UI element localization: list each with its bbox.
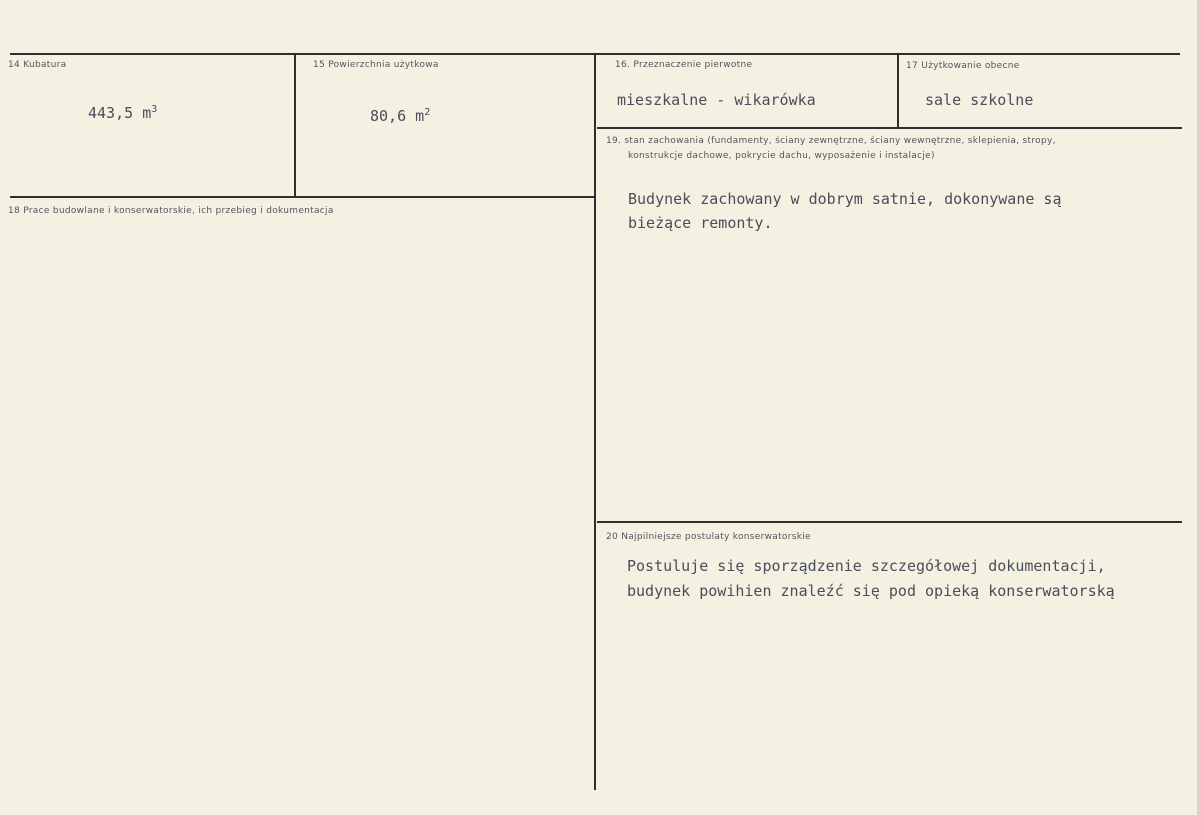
rule-before-field20 <box>597 521 1182 523</box>
field-19-label-line1: 19. stan zachowania (fundamenty, ściany zewnętrzne, ściany wewnętrzne, sklepienia, stropy, <box>606 136 1056 146</box>
field-19-text-line1: Budynek zachowany w dobrym satnie, dokonywane są <box>628 190 1062 208</box>
field-20-label: 20 Najpilniejsze postulaty konserwatorskie <box>606 532 811 542</box>
field-17-label: 17 Użytkowanie obecne <box>906 61 1020 71</box>
field-18-label: 18 Prace budowlane i konserwatorskie, ich przebieg i dokumentacja <box>8 206 334 216</box>
field-15-number: 80,6 <box>370 107 407 125</box>
field-14-label: 14 Kubatura <box>8 60 67 70</box>
field-16-value: mieszkalne - wikarówka <box>617 91 816 109</box>
divider-16-17 <box>897 53 899 128</box>
field-14-number: 443,5 <box>88 104 134 122</box>
field-14-unit: m <box>142 104 152 122</box>
field-15-label: 15 Powierzchnia użytkowa <box>313 60 439 70</box>
field-17-value: sale szkolne <box>925 91 1034 109</box>
field-20-text-line2: budynek powihien znaleźć się pod opieką konserwatorską <box>627 582 1115 600</box>
rule-after-row1-left <box>10 196 595 198</box>
field-19-text-line2: bieżące remonty. <box>628 214 773 232</box>
field-15-unit-sup: 2 <box>424 107 431 118</box>
field-15-unit: m <box>415 107 425 125</box>
field-14-unit-sup: 3 <box>151 104 158 115</box>
field-19-label-line2: konstrukcje dachowe, pokrycie dachu, wyposażenie i instalacje) <box>628 151 935 161</box>
rule-after-row1-right <box>597 127 1182 129</box>
field-16-label: 16. Przeznaczenie pierwotne <box>615 60 753 70</box>
divider-14-15 <box>294 53 296 196</box>
field-20-text-line1: Postuluje się sporządzenie szczegółowej dokumentacji, <box>627 557 1106 575</box>
center-divider <box>594 53 596 790</box>
field-14-value <box>88 104 157 122</box>
field-15-value <box>370 107 430 125</box>
